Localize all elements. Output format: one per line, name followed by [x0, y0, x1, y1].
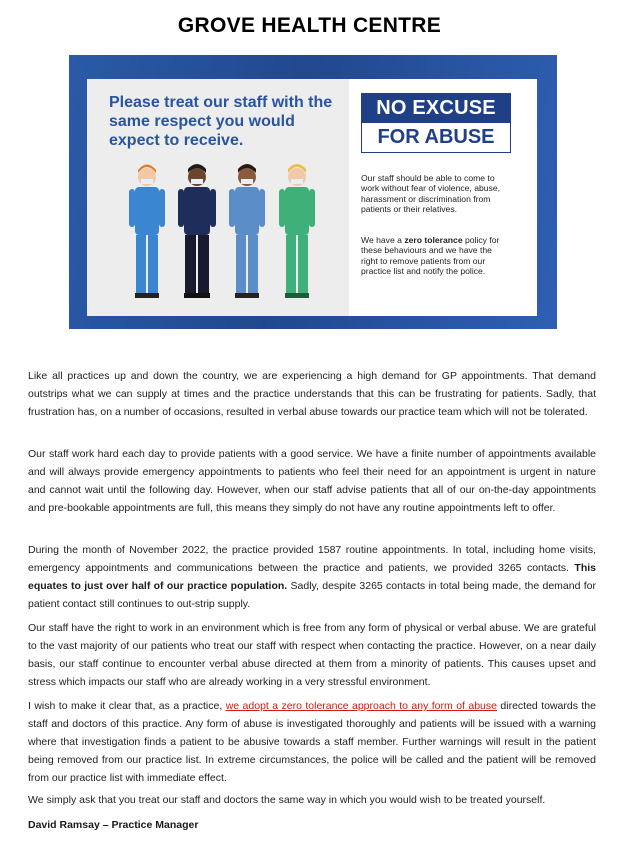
paragraph-right-to-work: Our staff have the right to work in an environment which is free from any form of physical or verbal abuse. We are grateful to the vast majority of our patients who treat our staff with respect when contacting the practice. However, on a near daily basis, our staff continue to encounter verbal abuse directed at them from a minority of patients. This causes upset and stress which impacts our staff who are already working in a very stressful environment.: [28, 622, 596, 688]
poster-image: [69, 55, 557, 329]
badge-line-2: FOR ABUSE: [377, 126, 495, 148]
staff-figure-2: [178, 164, 216, 298]
stats-text: During the month of November 2022, the practice provided 1587 routine appointments. In total, including home visits, emergency appointments and communications between the practice and patients, we provided 3265 contacts.: [28, 544, 596, 574]
poster-paragraph-2-text-end: policy for these behaviours and we have the right to remove patients from our practice list and notify the police.: [361, 235, 500, 277]
page-title: GROVE HEALTH CENTRE: [177, 14, 442, 37]
paragraph-zero-tolerance: [28, 697, 596, 787]
poster-right-panel: [349, 79, 537, 316]
poster-paragraph-2: [361, 235, 501, 277]
zero-tolerance-emphasis: zero tolerance: [404, 235, 463, 245]
staff-figure-1: [129, 165, 165, 299]
no-excuse-badge: [361, 93, 511, 153]
badge-line-1: NO EXCUSE: [362, 94, 510, 123]
poster-paragraph-2-text: We have a: [361, 235, 405, 245]
zero-tolerance-statement: we adopt a zero tolerance approach to any form of abuse: [225, 700, 497, 712]
signature: David Ramsay – Practice Manager: [28, 819, 199, 831]
population-emphasis: This equates to just over half of our practice population.: [28, 562, 596, 592]
poster-left-panel: [87, 79, 349, 316]
stats-text-end: Sadly, despite 3265 contacts in total being made, the demand for patient contact still continues to out-strip supply.: [28, 580, 596, 610]
poster-headline: Please treat our staff with the same respect you would expect to receive.: [109, 94, 333, 149]
staff-figure-3: [229, 164, 265, 298]
paragraph-november-stats: [28, 541, 596, 613]
staff-figure-4: [279, 164, 315, 298]
paragraph-staff-work: Our staff work hard each day to provide patients with a good service. We have a finite number of appointments available and will always provide emergency appointments to patients who feel their need for an appointment is urgent in nature and cannot wait until the following day. However, when our staff advise patients that all of our on-the-day appointments and pre-bookable appointments are full, this means they simply do not have any routine appointments left to offer.: [28, 448, 596, 514]
paragraph-demand: Like all practices up and down the country, we are experiencing a high demand for GP appointments. That demand outstrips what we can supply at times and the practice understands that this can be frustrating for patients. Sadly, that frustration has, on a number of occasions, resulted in verbal abuse towards our practice team which will not be tolerated.: [28, 370, 596, 418]
staff-figures-illustration: [117, 157, 337, 317]
zero-tolerance-detail: directed towards the staff and doctors of this practice. Any form of abuse is investigated thoroughly and patients will be issued with a warning where that investigation finds a patient to be abusive towards a staff member. Further warnings will result in the patient being removed from our practice list. In extreme circumstances, the police will be called and the patient will be removed from our practice list with immediate effect.: [28, 700, 596, 784]
poster-paragraph-1: Our staff should be able to come to work without fear of violence, abuse, harassment or discrimination from patients or their relatives.: [361, 173, 501, 215]
zero-tolerance-intro: I wish to make it clear that, as a practice,: [28, 700, 226, 712]
paragraph-closing: We simply ask that you treat our staff and doctors the same way in which you would wish to be treated yourself.: [28, 794, 546, 806]
